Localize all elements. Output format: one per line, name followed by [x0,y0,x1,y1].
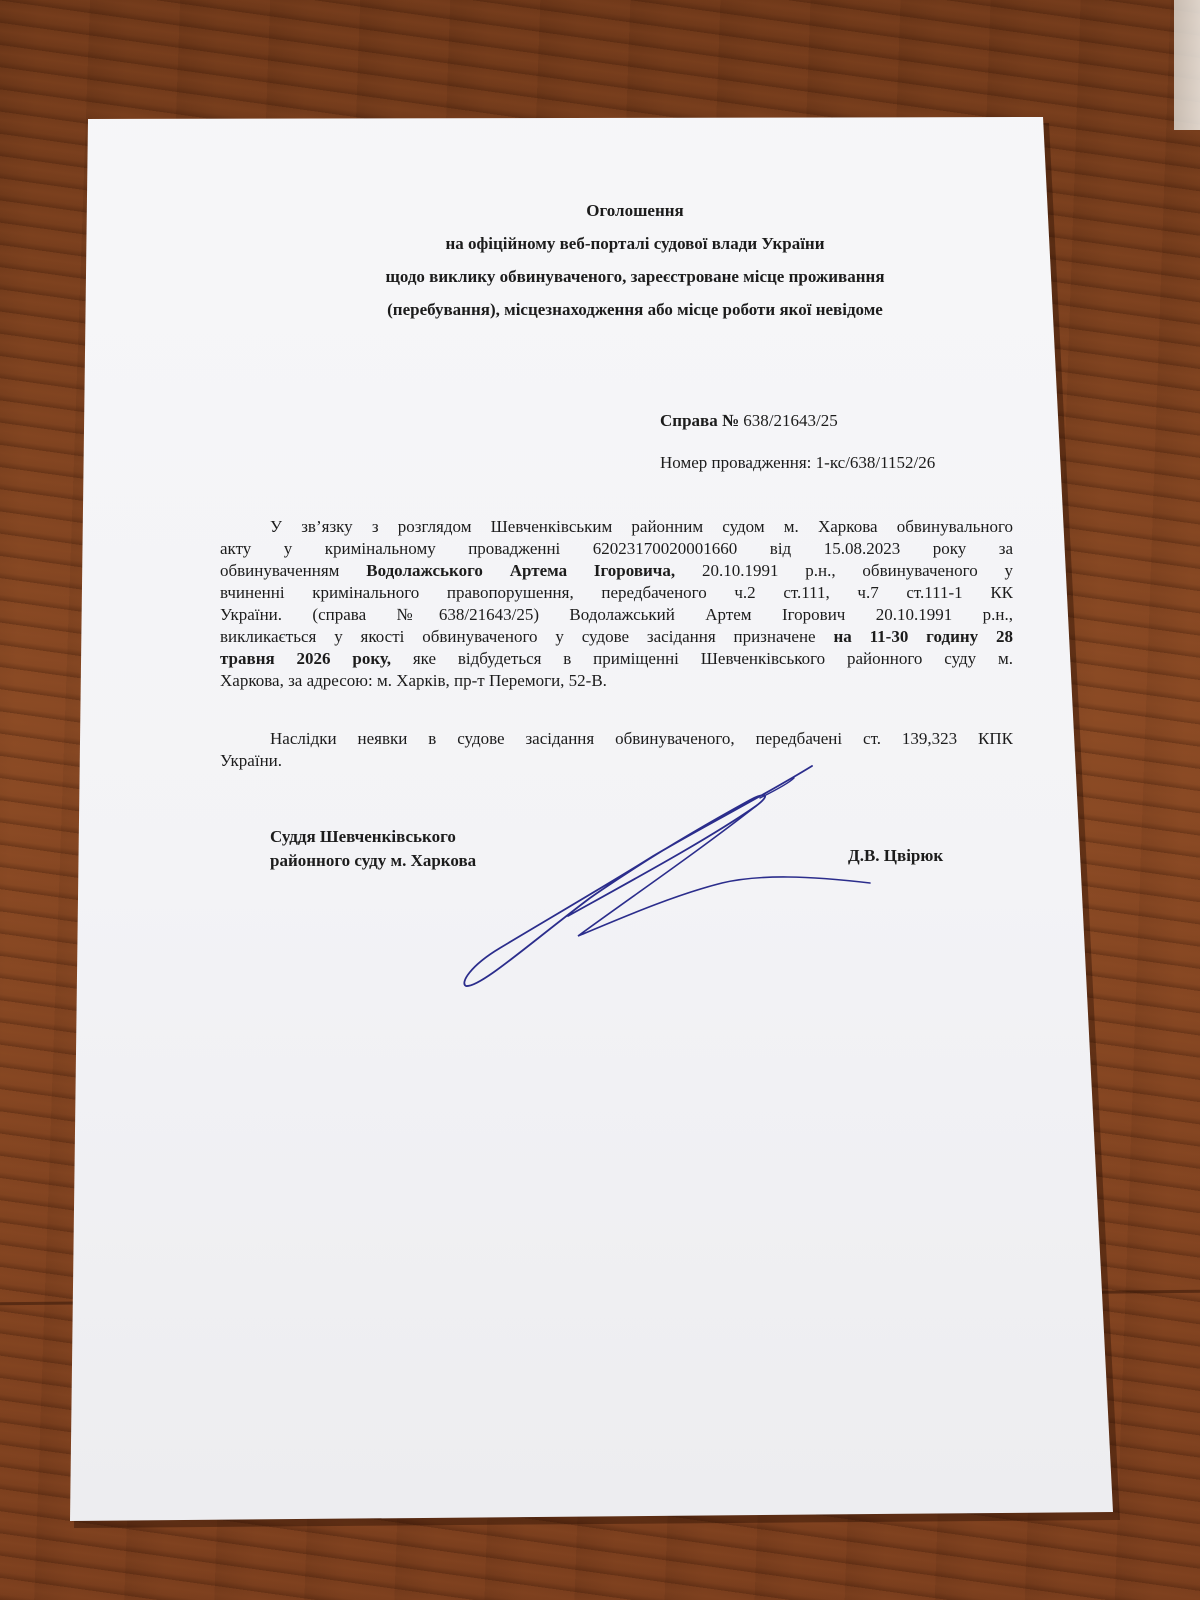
accused-name: Водолажського Артема Ігоровича, [366,561,676,580]
body-paragraph-1 [220,516,1013,692]
proceeding-number: 1-кс/638/1152/26 [815,453,936,472]
text-run: яке відбудеться в приміщенні Шевченківського районного суду м. [412,649,1014,668]
paragraph-2-line-1: Наслідки неявки в судове засідання обвинуваченого, передбачені ст. 139,323 КПК [270,729,1013,748]
judge-position-line-2: районного суду м. Харкова [270,851,477,870]
handwritten-signature [460,758,880,998]
paragraph-1-line-4: вчиненні кримінального правопорушення, передбаченого ч.2 ст.111, ч.7 ст.111-1 КК [220,583,1013,602]
judge-position-line-1: Суддя Шевченківського [270,827,456,846]
case-number-line [660,410,838,432]
case-number: 638/21643/25 [743,411,838,430]
text-run: 20.10.1991 р.н., обвинуваченого у [701,561,1014,580]
text-run: викликається у якості обвинуваченого у судове засідання призначене [220,627,816,646]
document-subtitle-line-1: на офіційному веб-порталі судової влади України [445,234,825,253]
document-subtitle-line-3: (перебування), місцезнаходження або місце роботи якої невідоме [387,300,883,319]
document-subtitle-line-2: щодо виклику обвинуваченого, зареєстроване місце проживання [385,267,885,286]
signature-stroke-2 [578,806,870,936]
paragraph-1-line-2: акту у кримінальному провадженні 62023170020001660 від 15.08.2023 року за [220,539,1013,558]
document-title: Оголошення [586,201,684,220]
proceeding-number-line [660,452,935,474]
paragraph-1-line-6 [220,626,1013,648]
proceeding-label: Номер провадження: [660,453,812,472]
case-label: Справа № [660,411,740,430]
paragraph-1-line-5: України. (справа №638/21643/25) Водолажський Артем Ігорович 20.10.1991 р.н., [220,605,1013,624]
paragraph-1-line-8: Харкова, за адресою: м. Харків, пр-т Перемоги, 52-В. [220,671,607,690]
paragraph-1-line-7 [220,648,1013,670]
judge-name: Д.В. Цвірюк [848,846,944,865]
hearing-date: травня 2026 року, [220,649,391,668]
paragraph-2-line-2: України. [220,751,283,770]
signature-stroke-3 [760,778,794,798]
paragraph-1-line-3 [220,560,1013,582]
paragraph-1-line-1: У зв’язку з розглядом Шевченківським районним судом м. Харкова обвинувального [270,517,1013,536]
signature-stroke-1 [464,766,812,986]
text-run: обвинуваченням [220,561,340,580]
hearing-time: на 11-30 годину 28 [833,627,1013,646]
